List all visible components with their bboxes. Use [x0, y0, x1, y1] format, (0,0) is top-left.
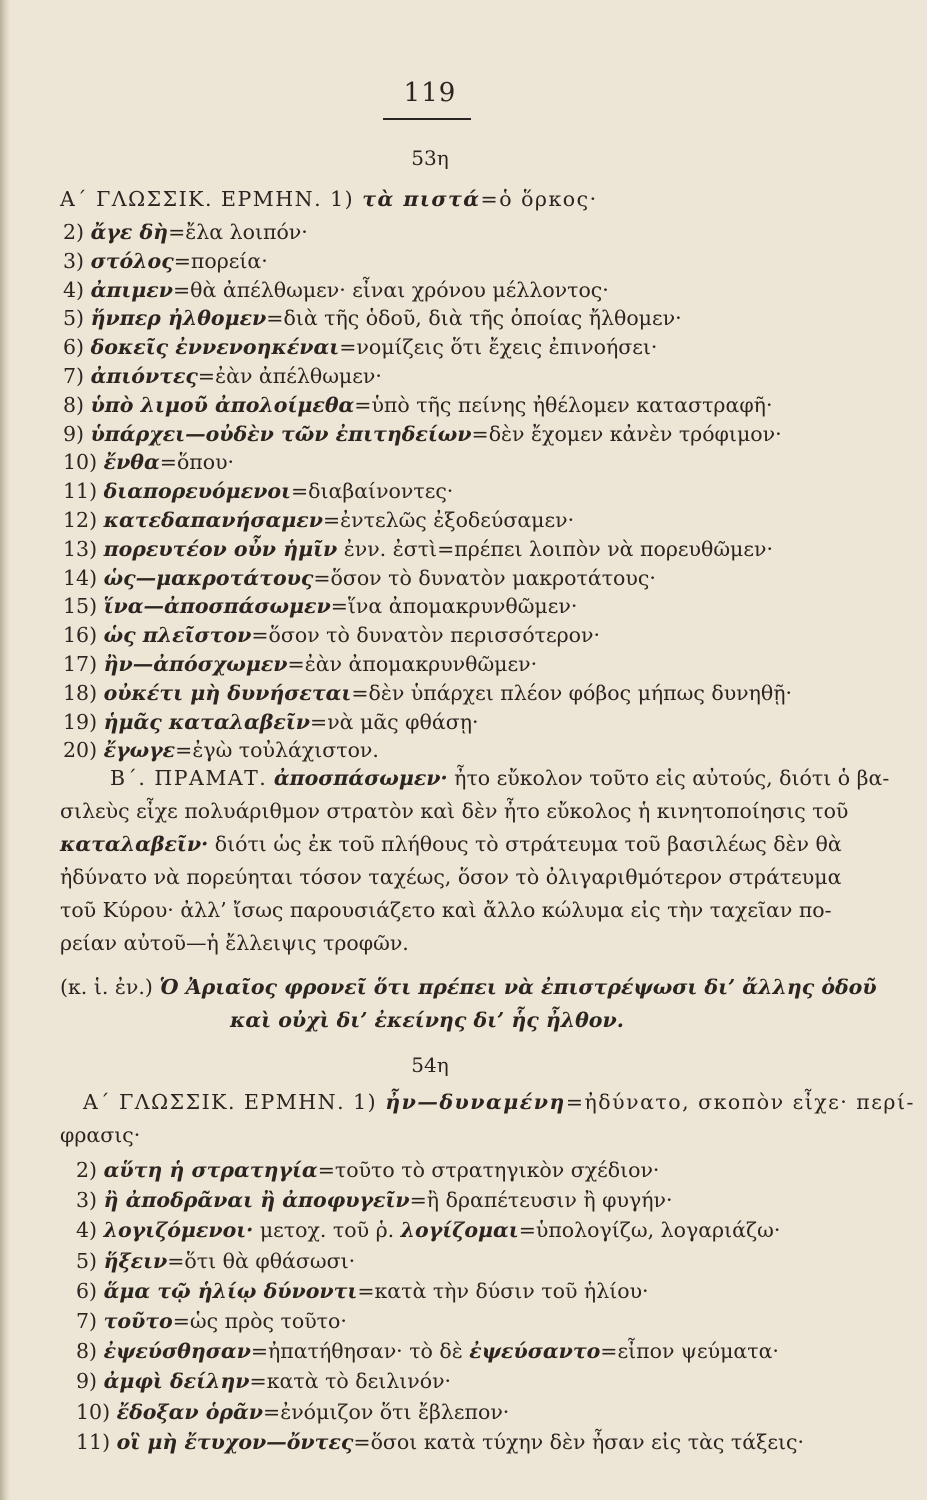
entry-gloss: =ἐγὼ τοὐλάχιστον.	[175, 738, 379, 763]
glossary-entry	[63, 738, 379, 762]
glossary-entry	[76, 1188, 673, 1212]
pragmatic-line: τοῦ Κύρου· ἀλλ’ ἴσως παρουσιάζετο καὶ ἄλλο κώλυμα εἰς τὴν ταχεῖαν πο-	[60, 898, 832, 922]
entry-number: 13)	[63, 536, 98, 561]
entry-number: 5)	[63, 306, 85, 331]
entry-gloss: =διαβαίνοντες·	[290, 479, 454, 504]
glossary-entry	[63, 220, 308, 244]
entry-number: 6)	[63, 335, 85, 360]
entry-number: 11)	[76, 1429, 111, 1454]
entry-number: 4)	[63, 277, 85, 302]
entry-gloss: =δὲν ὑπάρχει πλέον φόβος μήπως δυνηθῇ·	[351, 680, 793, 705]
entry-gloss: =θὰ ἀπέλθωμεν· εἶναι χρόνου μέλλοντος·	[172, 277, 609, 302]
note-line: καὶ οὐχὶ δι’ ἐκείνης δι’ ἧς ἦλθον.	[230, 1008, 624, 1032]
entry-number: 7)	[63, 364, 85, 388]
entry-term: ἅμα τῷ ἡλίῳ δύνοντι	[103, 1278, 358, 1303]
entry-term: ἐψεύσαντο	[469, 1339, 601, 1364]
entry-gloss: =ἐὰν ἀπέλθωμεν·	[197, 364, 382, 388]
entry-number: 3)	[63, 248, 85, 273]
entry-term: ἀμφὶ δείλην	[103, 1369, 250, 1394]
glossary-entry	[63, 652, 537, 676]
note-line: (κ. ἱ. ἐν.) Ὁ Ἀριαῖος φρονεῖ ὅτι πρέπει νὰ ἐπιστρέψωσι δι’ ἄλλης ὁδοῦ	[60, 975, 877, 999]
glossary-entry	[63, 681, 792, 705]
entry-term: δοκεῖς ἐννενοηκέναι	[90, 335, 340, 360]
entry-gloss: =τοῦτο τὸ στρατηγικὸν σχέδιον·	[317, 1158, 660, 1182]
pragmatic-line: Β΄. ΠΡΑΜΑΤ. ἀποσπάσωμεν· ἦτο εὔκολον τοῦτο εἰς αὐτούς, διότι ὁ βα-	[110, 766, 890, 790]
entry-gloss: =νὰ μᾶς φθάσῃ·	[310, 709, 479, 734]
entry-gloss: =κατὰ τὸ δειλινόν·	[249, 1369, 452, 1394]
entry-term: ὡς πλεῖστον	[103, 623, 252, 648]
entry-term: στόλος	[90, 248, 174, 273]
entry-term: ἄγε δὴ	[90, 220, 169, 244]
entry-gloss: =εἶπον ψεύματα·	[600, 1339, 779, 1364]
glossary-entry	[63, 335, 657, 359]
entry-number: 4)	[76, 1218, 98, 1243]
entry-number: 12)	[63, 508, 98, 532]
glossary-entry	[76, 1158, 659, 1182]
entry-number: 19)	[63, 709, 98, 734]
section-number: 54η	[411, 1053, 449, 1077]
entry-number: 17)	[63, 652, 98, 676]
section-number: 53η	[411, 146, 449, 170]
pragmatic-line: καταλαβεῖν· διότι ὡς ἐκ τοῦ πλήθους τὸ στράτευμα τοῦ βασιλέως δὲν θὰ	[60, 832, 842, 856]
entry-term: ὡς—μακροτάτους	[103, 565, 314, 590]
entry-term: ἥνπερ ἠλθομεν	[90, 306, 267, 331]
entry-gloss: =ἐντελῶς ἐξοδεύσαμεν·	[322, 508, 575, 532]
entry-term: ἀπιμεν	[90, 277, 173, 302]
entry-gloss: =διὰ τῆς ὁδοῦ, διὰ τῆς ὁποίας ἤλθομεν·	[266, 306, 682, 331]
glossary-entry	[76, 1430, 804, 1454]
entry-number: 10)	[63, 450, 98, 475]
pragmatic-line: ρείαν αὐτοῦ—ἡ ἔλλειψις τροφῶν.	[60, 931, 409, 955]
glossary-entry	[76, 1218, 780, 1242]
entry-gloss: =ἐὰν ἀπομακρυνθῶμεν·	[287, 652, 538, 676]
entry-gloss: =δὲν ἔχομεν κἀνὲν τρόφιμον·	[471, 421, 782, 446]
pragmatic-line: σιλεὺς εἶχε πολυάριθμον στρατὸν καὶ δὲν ἦτο εὔκολος ἡ κινητοποίησις τοῦ	[60, 799, 849, 823]
glossary-entry	[63, 422, 782, 446]
entry-number: 8)	[76, 1339, 98, 1364]
entry-number: 2)	[63, 220, 85, 244]
entry-term: ἔγωγε	[103, 738, 176, 763]
entry-gloss: =ὅσον τὸ δυνατὸν περισσότερον·	[251, 623, 600, 648]
glossary-entry	[63, 393, 773, 417]
entry-term: ἥξειν	[103, 1248, 168, 1273]
glossary-entry	[63, 508, 574, 532]
book-spine-shadow	[0, 0, 10, 1500]
entry-number: 2)	[76, 1158, 98, 1182]
entry-term: ὑπάρχει—οὐδὲν τῶν ἐπιτηδείων	[90, 421, 472, 446]
entry-gloss: ἐνν. ἐστὶ=πρέπει λοιπὸν νὰ πορευθῶμεν·	[337, 536, 773, 561]
glossary-entry	[76, 1339, 779, 1363]
entry-term: ἔνθα	[103, 450, 160, 475]
entry-term: πορευτέον οὖν ἡμῖν	[103, 536, 338, 561]
entry-gloss: =ὑπολογίζω, λογαριάζω·	[518, 1218, 781, 1243]
glossary-entry	[63, 566, 656, 590]
entry-number: 16)	[63, 623, 98, 648]
entry-term: ἢ ἀποδρᾶναι ἢ ἀποφυγεῖν	[103, 1188, 410, 1213]
entry-gloss: =ἠπατήθησαν· τὸ δὲ	[250, 1339, 470, 1364]
glossary-entry	[63, 623, 600, 647]
glossary-entry	[63, 364, 382, 388]
entry-number: 8)	[63, 392, 85, 417]
entry-gloss: =ὅσον τὸ δυνατὸν μακροτάτους·	[313, 565, 656, 590]
pragmatic-line: ἠδύνατο νὰ πορεύηται τόσον ταχέως, ὅσον τὸ ὀλιγαριθμότερον στράτευμα	[60, 865, 842, 889]
entry-term: οἳ μὴ ἔτυχον—ὄντες	[116, 1429, 354, 1454]
glossary-entry	[63, 479, 453, 503]
glossary-entry	[63, 594, 577, 618]
entry-gloss: =ἵνα ἀπομακρυνθῶμεν·	[330, 594, 578, 619]
glossary-heading: Α΄ ΓΛΩΣΣΙΚ. ΕΡΜΗΝ. 1) τὰ πιστά=ὁ ὅρκος·	[60, 187, 598, 211]
entry-number: 5)	[76, 1248, 98, 1273]
entry-term: τοῦτο	[103, 1309, 173, 1333]
entry-number: 6)	[76, 1278, 98, 1303]
glossary-entry	[63, 306, 682, 330]
entry-term: διαπορευόμενοι	[103, 479, 291, 504]
glossary-continuation: φρασις·	[60, 1123, 141, 1147]
glossary-entry	[63, 249, 268, 273]
entry-term: κατεδαπανήσαμεν	[103, 508, 323, 532]
entry-gloss: =ὡς πρὸς τοῦτο·	[172, 1309, 347, 1333]
entry-gloss: =κατὰ τὴν δύσιν τοῦ ἡλίου·	[357, 1278, 649, 1303]
entry-term: λογιζόμενοι·	[103, 1218, 254, 1243]
entry-gloss: =ὑπὸ τῆς πείνης ἠθέλομεν καταστραφῆ·	[354, 392, 773, 417]
entry-gloss: =νομίζεις ὅτι ἔχεις ἐπινοήσει·	[339, 335, 658, 360]
entry-gloss: =ὅπου·	[159, 450, 235, 475]
entry-number: 10)	[76, 1399, 111, 1424]
glossary-heading: Α΄ ΓΛΩΣΣΙΚ. ΕΡΜΗΝ. 1) ἦν—δυναμένη=ἠδύνατο, σκοπὸν εἶχε· περί-	[83, 1090, 915, 1114]
page-number-rule	[383, 118, 471, 120]
glossary-entry	[76, 1400, 509, 1424]
entry-number: 3)	[76, 1188, 98, 1213]
entry-term: ἔδοξαν ὁρᾶν	[116, 1399, 264, 1424]
entry-number: 11)	[63, 479, 98, 504]
entry-gloss: =ὅτι θὰ φθάσωσι·	[167, 1248, 356, 1273]
entry-term: ὑπὸ λιμοῦ ἀπολοίμεθα	[90, 392, 355, 417]
glossary-entry	[76, 1279, 649, 1303]
entry-term: ἀπιόντες	[90, 364, 198, 388]
entry-term: λογίζομαι	[400, 1218, 519, 1243]
entry-term: αὕτη ἡ στρατηγία	[103, 1158, 318, 1182]
glossary-entry	[63, 710, 479, 734]
glossary-entry	[76, 1369, 451, 1393]
entry-number: 9)	[63, 421, 85, 446]
entry-gloss: =πορεία·	[173, 248, 268, 273]
entry-number: 15)	[63, 594, 98, 619]
glossary-entry	[63, 278, 609, 302]
entry-gloss: μετοχ. τοῦ ῥ.	[253, 1218, 401, 1243]
entry-term: οὐκέτι μὴ δυνήσεται	[103, 680, 352, 705]
entry-term: ἵνα—ἀποσπάσωμεν	[103, 594, 331, 619]
entry-term: ἡμᾶς καταλαβεῖν	[103, 709, 311, 734]
page-number: 119	[403, 78, 457, 108]
entry-number: 18)	[63, 680, 98, 705]
entry-number: 7)	[76, 1309, 98, 1333]
glossary-entry	[76, 1309, 347, 1333]
glossary-entry	[63, 450, 234, 474]
glossary-entry	[76, 1249, 355, 1273]
entry-term: ἢν—ἀπόσχωμεν	[103, 652, 288, 676]
entry-number: 20)	[63, 738, 98, 763]
entry-gloss: =ὅσοι κατὰ τύχην δὲν ἦσαν εἰς τὰς τάξεις·	[353, 1429, 805, 1454]
entry-gloss: =ἔλα λοιπόν·	[168, 220, 308, 244]
entry-number: 9)	[76, 1369, 98, 1394]
entry-gloss: =ἐνόμιζον ὅτι ἔβλεπον·	[263, 1399, 510, 1424]
entry-term: ἐψεύσθησαν	[103, 1339, 251, 1364]
entry-gloss: =ἢ δραπέτευσιν ἢ φυγήν·	[409, 1188, 673, 1213]
entry-number: 14)	[63, 565, 98, 590]
glossary-entry	[63, 537, 773, 561]
